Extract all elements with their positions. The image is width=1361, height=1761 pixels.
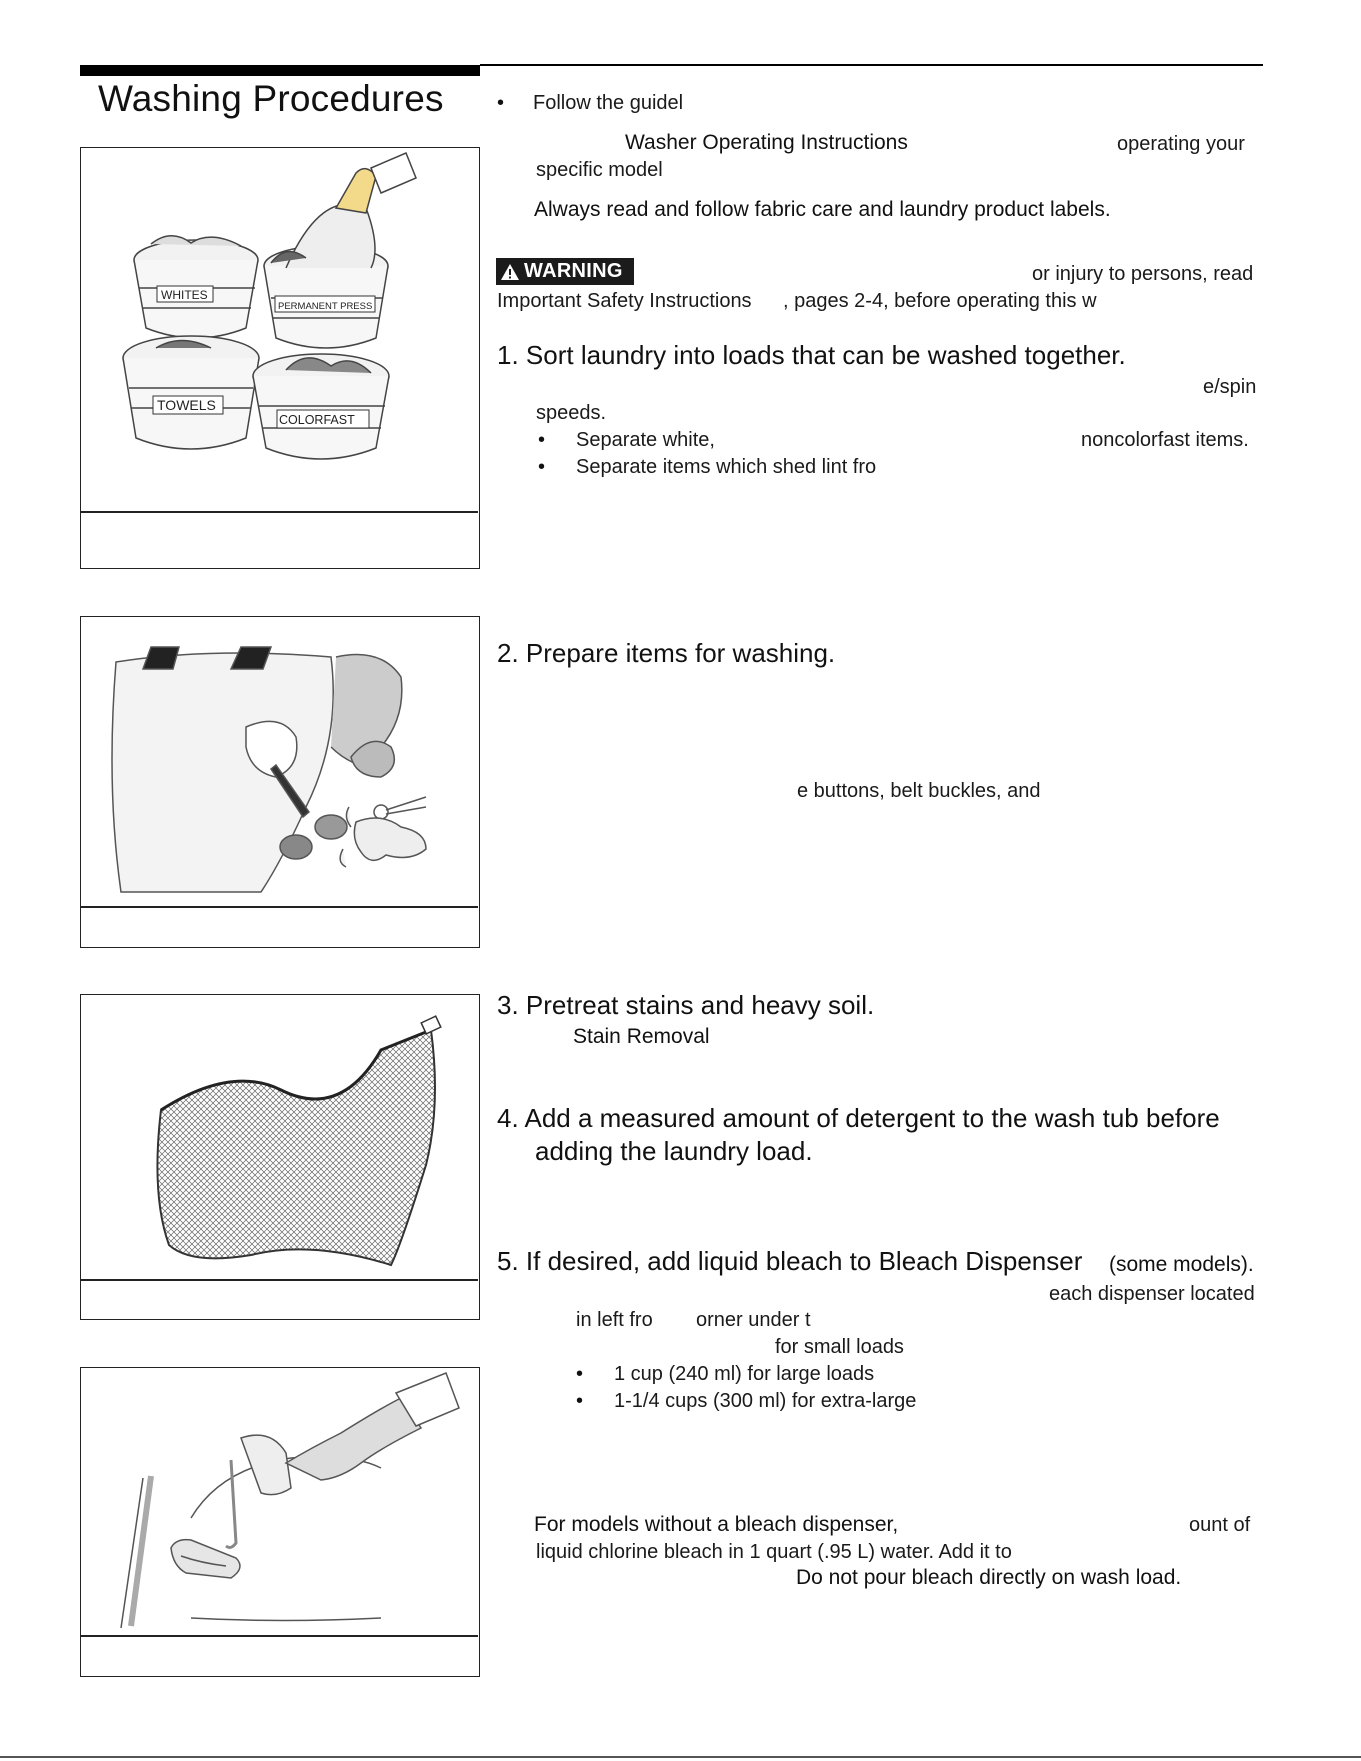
step-1-bullet-2: Separate items which shed lint fro (576, 456, 877, 478)
step-5-fragment-left: in left fro (576, 1309, 653, 1331)
laundry-baskets-drawing (81, 148, 478, 510)
illustration-2-caption-rule (81, 906, 478, 908)
step-5-fragment-corner: orner under t (696, 1309, 811, 1331)
bleach-pour-drawing (81, 1368, 478, 1634)
step-4-heading-line-1: 4. Add a measured amount of detergent to the wash tub before (497, 1103, 1220, 1133)
header-rule-thick (80, 65, 480, 76)
intro-bullet-text: Follow the guidel (533, 92, 684, 114)
warning-triangle-icon (500, 263, 520, 281)
mesh-bag-drawing (81, 995, 478, 1280)
page-bottom-rule (0, 1756, 1361, 1758)
stain-removal-link[interactable]: Stain Removal (573, 1025, 710, 1048)
mix-bleach-line: liquid chlorine bleach in 1 quart (.95 L) water. Add it to (536, 1541, 1012, 1563)
step-2-fragment: e buttons, belt buckles, and (797, 780, 1041, 802)
label-permanent-press: PERMANENT PRESS (278, 301, 373, 312)
illustration-mesh-bag (80, 994, 480, 1320)
step-1-fragment-speeds: speeds. (536, 402, 607, 424)
illustration-prepare-items (80, 616, 480, 948)
step-1-heading: 1. Sort laundry into loads that can be washed together. (497, 340, 1126, 370)
section-title: Washing Procedures (98, 78, 444, 119)
label-towels: TOWELS (157, 397, 216, 413)
operating-instructions-link[interactable]: Washer Operating Instructions (625, 131, 908, 154)
specific-model-text: specific model (536, 159, 663, 181)
bullet-icon: • (576, 1363, 584, 1385)
step-1-fragment-spin: e/spin (1203, 376, 1257, 398)
labels-note: Always read and follow fabric care and laundry product labels. (534, 198, 1111, 221)
step-1-bullet-1-left: Separate white, (576, 429, 715, 451)
label-whites: WHITES (161, 288, 208, 302)
header-rule-thin (480, 64, 1263, 66)
bullet-icon: • (576, 1390, 584, 1412)
no-dispenser-note: For models without a bleach dispenser, (534, 1513, 899, 1536)
bullet-icon: • (538, 456, 546, 478)
operating-tail-text: operating your (1117, 133, 1245, 155)
illustration-bleach-pour (80, 1367, 480, 1677)
step-3-heading: 3. Pretreat stains and heavy soil. (497, 990, 875, 1020)
warning-tail-text: or injury to persons, read (1032, 263, 1254, 285)
step-4-heading-line-2: adding the laundry load. (535, 1136, 813, 1166)
pocket-items-drawing (81, 617, 478, 907)
step-5-heading: 5. If desired, add liquid bleach to Bleach Dispenser (497, 1246, 1083, 1276)
step-1-bullet-1-right: noncolorfast items. (1081, 429, 1249, 451)
bullet-icon: • (497, 92, 505, 114)
no-dispenser-tail: ount of (1189, 1514, 1251, 1536)
warning-pages-text: , pages 2-4, before operating this w (783, 290, 1097, 312)
step-2-heading: 2. Prepare items for washing. (497, 638, 836, 668)
step-5-fragment-small: for small loads (775, 1336, 904, 1358)
illustration-sorting-baskets (80, 147, 480, 569)
label-colorfast: COLORFAST (279, 413, 355, 427)
illustration-4-caption-rule (81, 1635, 478, 1637)
bullet-icon: • (538, 429, 546, 451)
do-not-pour-warning: Do not pour bleach directly on wash load. (796, 1566, 1182, 1589)
illustration-1-caption-rule (81, 511, 478, 513)
warning-badge-label: WARNING (524, 260, 623, 282)
step-5-bullet-large: 1 cup (240 ml) for large loads (614, 1363, 875, 1385)
step-5-heading-suffix: (some models). (1109, 1253, 1254, 1276)
step-5-fragment-dispenser: each dispenser located (1049, 1283, 1255, 1305)
warning-badge (496, 258, 634, 285)
illustration-3-caption-rule (81, 1279, 478, 1281)
step-5-bullet-xlarge: 1-1/4 cups (300 ml) for extra-large (614, 1390, 917, 1412)
safety-instructions-link[interactable]: Important Safety Instructions (497, 290, 752, 312)
